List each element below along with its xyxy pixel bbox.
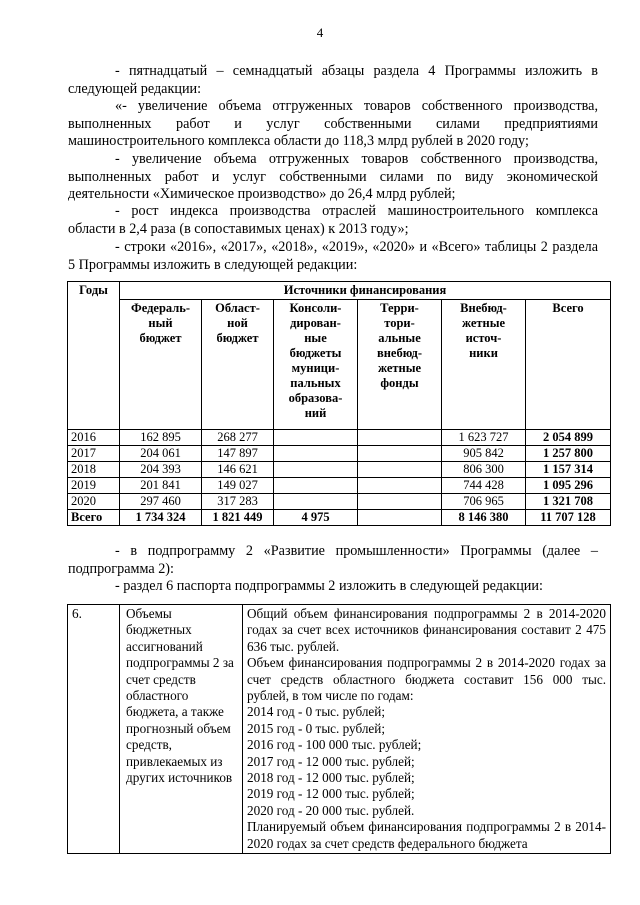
cell-year: 2020	[68, 494, 120, 510]
passport-line: 2016 год - 100 000 тыс. рублей;	[247, 737, 422, 753]
cell-federal: 204 061	[120, 446, 202, 462]
cell-federal: 201 841	[120, 478, 202, 494]
cell-territorial	[358, 430, 442, 446]
paragraph-1: - пятнадцатый – семнадцатый абзацы раздела 4 Программы изложить в следующей редакции:	[68, 63, 598, 97]
paragraph-6: - в подпрограмму 2 «Развитие промышленности» Программы (далее – подпрограмма 2):	[68, 543, 598, 577]
cell-regional: 147 897	[202, 446, 274, 462]
cell-total: 1 157 314	[526, 462, 611, 478]
header-territorial: Терри- тори- альные внебюд- жетные фонды	[358, 300, 442, 430]
financing-table	[67, 281, 611, 526]
passport-label: Объемы бюджетных ассигнований подпрограммы 2 за счет средств областного бюджета, а также прогнозный объем средств, привлекаемых из других источников	[120, 605, 243, 854]
header-federal: Федераль- ный бюджет	[120, 300, 202, 430]
cell-extra: 905 842	[442, 446, 526, 462]
paragraph-3: - увеличение объема отгруженных товаров собственного производства, выполненных работ и услуг собственными силами по виду экономической деятельности «Химическое производство» до 26,4 млрд рублей;	[68, 151, 598, 202]
cell-municipal	[274, 478, 358, 494]
passport-line: 2020 год - 20 000 тыс. рублей.	[247, 802, 415, 818]
cell-federal: 1 734 324	[120, 510, 202, 526]
page-number: 4	[316, 25, 324, 40]
header-sources: Источники финансирования	[120, 282, 611, 300]
header-years: Годы	[68, 282, 120, 430]
cell-regional: 317 283	[202, 494, 274, 510]
cell-territorial	[358, 510, 442, 526]
cell-extra: 744 428	[442, 478, 526, 494]
cell-year: 2018	[68, 462, 120, 478]
header-municipal: Консоли- дирован- ные бюджеты муници- пальных образова- ний	[274, 300, 358, 430]
cell-total: 2 054 899	[526, 430, 611, 446]
cell-extra: 706 965	[442, 494, 526, 510]
cell-territorial	[358, 462, 442, 478]
cell-federal: 162 895	[120, 430, 202, 446]
header-regional: Област- ной бюджет	[202, 300, 274, 430]
cell-total: 1 257 800	[526, 446, 611, 462]
passport-line: 2014 год - 0 тыс. рублей;	[247, 704, 385, 720]
passport-line: Объем финансирования подпрограммы 2 в 2014-2020 годах за счет средств областного бюджета составит 156 000 тыс. рублей, в том числе по годам:	[247, 655, 606, 704]
cell-municipal	[274, 446, 358, 462]
cell-extra: 1 623 727	[442, 430, 526, 446]
cell-total: 1 095 296	[526, 478, 611, 494]
cell-regional: 146 621	[202, 462, 274, 478]
passport-table	[67, 604, 611, 854]
cell-federal: 204 393	[120, 462, 202, 478]
paragraph-2: «- увеличение объема отгруженных товаров собственного производства, выполненных работ и услуг собственными силами предприятиями машиностроительного комплекса области до 118,3 млрд рублей в 2020 году;	[68, 98, 598, 149]
passport-line: 2017 год - 12 000 тыс. рублей;	[247, 753, 415, 769]
cell-year: 2019	[68, 478, 120, 494]
passport-content	[243, 605, 611, 854]
cell-territorial	[358, 478, 442, 494]
cell-total: 1 321 708	[526, 494, 611, 510]
cell-total: 11 707 128	[526, 510, 611, 526]
passport-line: 2019 год - 12 000 тыс. рублей;	[247, 786, 415, 802]
paragraph-7: - раздел 6 паспорта подпрограммы 2 изложить в следующей редакции:	[115, 578, 543, 594]
cell-municipal	[274, 494, 358, 510]
cell-extra: 8 146 380	[442, 510, 526, 526]
table-row	[68, 446, 611, 462]
table-row	[68, 462, 611, 478]
cell-regional: 149 027	[202, 478, 274, 494]
passport-num: 6.	[68, 605, 120, 854]
table-row	[68, 430, 611, 446]
cell-year: 2017	[68, 446, 120, 462]
table-row	[68, 478, 611, 494]
paragraph-5: - строки «2016», «2017», «2018», «2019», «2020» и «Всего» таблицы 2 раздела 5 Программы изложить в следующей редакции:	[68, 239, 598, 273]
cell-federal: 297 460	[120, 494, 202, 510]
cell-municipal	[274, 430, 358, 446]
paragraph-4: - рост индекса производства отраслей машиностроительного комплекса области в 2,4 раза (в сопоставимых ценах) к 2013 году»;	[68, 203, 598, 237]
cell-municipal: 4 975	[274, 510, 358, 526]
table-row	[68, 494, 611, 510]
cell-territorial	[358, 494, 442, 510]
table-total-row	[68, 510, 611, 526]
header-extra: Внебюд- жетные источ- ники	[442, 300, 526, 430]
cell-regional: 1 821 449	[202, 510, 274, 526]
passport-line: 2018 год - 12 000 тыс. рублей;	[247, 770, 415, 786]
cell-year: 2016	[68, 430, 120, 446]
passport-line: Планируемый объем финансирования подпрограммы 2 в 2014-2020 годах за счет средств федерального бюджета	[247, 819, 606, 851]
cell-year: Всего	[68, 510, 120, 526]
header-total: Всего	[526, 300, 611, 430]
passport-line: 2015 год - 0 тыс. рублей;	[247, 720, 385, 736]
cell-extra: 806 300	[442, 462, 526, 478]
passport-line: Общий объем финансирования подпрограммы 2 в 2014-2020 годах за счет всех источников финансирования составит 2 475 636 тыс. рублей.	[247, 606, 606, 654]
cell-regional: 268 277	[202, 430, 274, 446]
cell-territorial	[358, 446, 442, 462]
cell-municipal	[274, 462, 358, 478]
